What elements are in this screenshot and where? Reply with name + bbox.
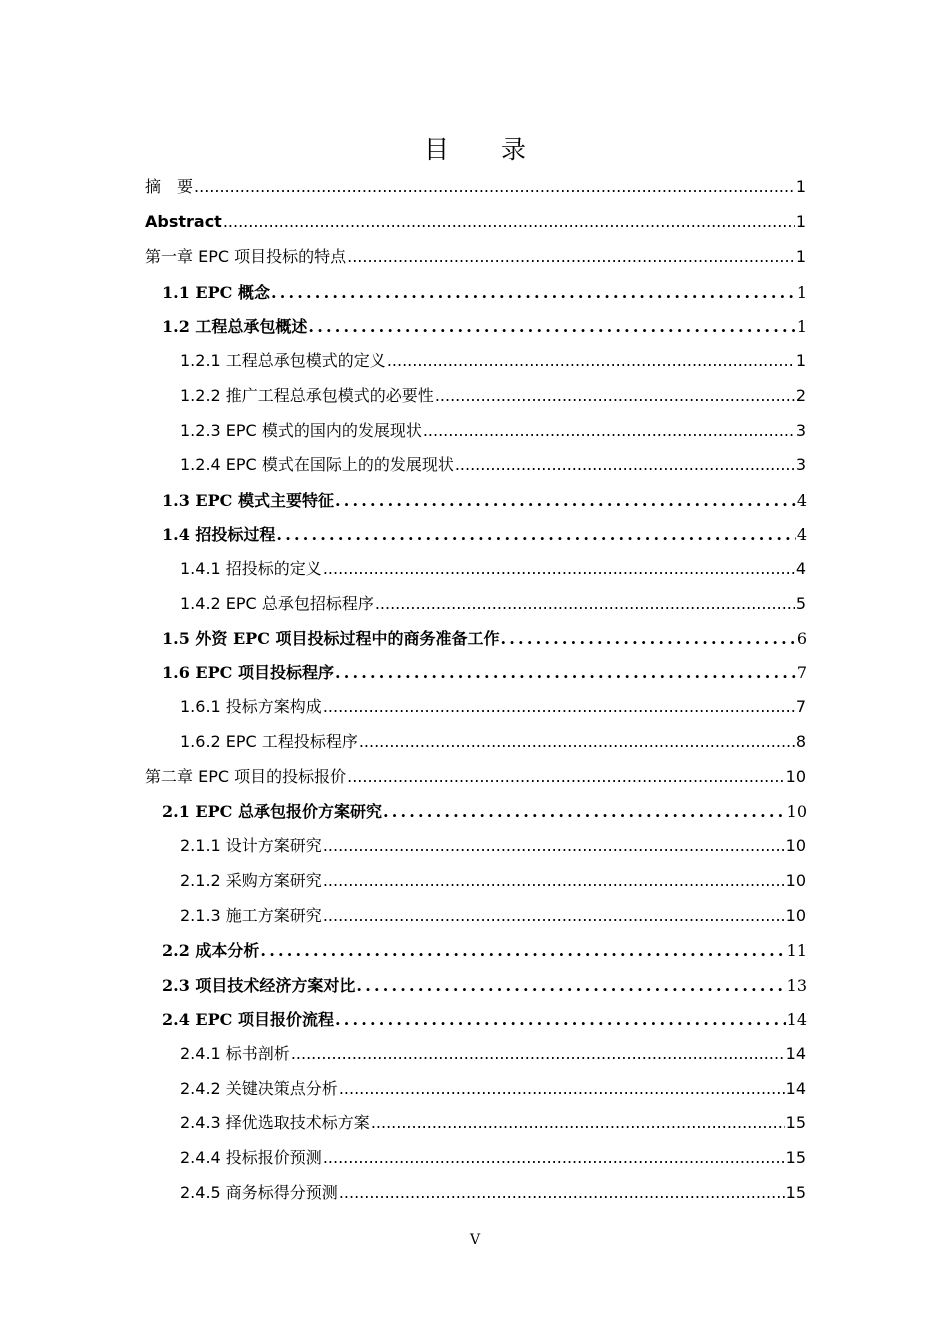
- toc-label: 1.5 外资 EPC 项目投标过程中的商务准备工作: [162, 629, 500, 648]
- toc-leader: [335, 661, 796, 685]
- toc-label: 摘 要: [145, 177, 194, 196]
- toc-entry-section-2-2[interactable]: [162, 939, 807, 963]
- toc-label: 2.4 EPC 项目报价流程: [162, 1010, 334, 1029]
- toc-page-number: 15: [785, 1183, 806, 1202]
- toc-leader: [356, 974, 785, 998]
- toc-label: 2.2 成本分析: [162, 941, 260, 960]
- toc-leader: [260, 939, 785, 963]
- toc-page-number: 5: [795, 594, 806, 613]
- toc-page-number: 14: [785, 1044, 806, 1063]
- toc-page-number: 8: [795, 732, 806, 751]
- toc-leader: [335, 1008, 786, 1032]
- toc-leader: [387, 349, 795, 373]
- toc-leader: [323, 557, 795, 581]
- toc-page-number: 10: [786, 802, 807, 821]
- toc-leader: [335, 489, 796, 513]
- toc-label: 2.1.2 采购方案研究: [180, 871, 322, 890]
- toc-label: 1.4.2 EPC 总承包招标程序: [180, 594, 374, 613]
- toc-label: 2.4.3 择优选取技术标方案: [180, 1113, 370, 1132]
- toc-entry-2-4-5[interactable]: [180, 1181, 806, 1205]
- toc-page-number: 1: [796, 283, 807, 302]
- toc-leader: [359, 730, 795, 754]
- toc-page-number: 7: [795, 697, 806, 716]
- toc-label: 1.4 招投标过程: [162, 525, 276, 544]
- toc-label: 2.1 EPC 总承包报价方案研究: [162, 802, 382, 821]
- toc-label: 2.4.4 投标报价预测: [180, 1148, 322, 1167]
- toc-label: 1.6.1 投标方案构成: [180, 697, 322, 716]
- toc-leader: [194, 175, 795, 199]
- toc-page-number: 3: [795, 421, 806, 440]
- toc-label: 2.1.3 施工方案研究: [180, 906, 322, 925]
- toc-page-number: 7: [796, 663, 807, 682]
- toc-entry-section-1-5[interactable]: [162, 627, 807, 651]
- toc-page-number: 14: [785, 1079, 806, 1098]
- toc-entry-section-1-4[interactable]: [162, 523, 807, 547]
- toc-entry-1-2-3[interactable]: [180, 419, 806, 443]
- toc-page-number: 10: [785, 871, 806, 890]
- toc-page-number: 4: [796, 525, 807, 544]
- toc-entry-1-6-2[interactable]: [180, 730, 806, 754]
- toc-page-number: 10: [785, 836, 806, 855]
- toc-leader: [276, 523, 795, 547]
- toc-page-number: 14: [786, 1010, 807, 1029]
- toc-label: 1.2.3 EPC 模式的国内的发展现状: [180, 421, 422, 440]
- toc-leader: [347, 245, 795, 269]
- toc-leader: [371, 1111, 785, 1135]
- footer-page-number: V: [469, 1232, 481, 1248]
- toc-entry-1-2-2[interactable]: [180, 384, 806, 408]
- toc-page-number: 1: [795, 247, 806, 266]
- toc-entry-chapter-1[interactable]: [145, 245, 806, 269]
- toc-label: 2.4.1 标书剖析: [180, 1044, 290, 1063]
- toc-label: 1.1 EPC 概念: [162, 283, 270, 302]
- toc-page-number: 10: [785, 767, 806, 786]
- toc-entry-1-2-1[interactable]: [180, 349, 806, 373]
- toc-leader: [347, 765, 785, 789]
- toc-page-number: 4: [795, 559, 806, 578]
- toc-leader: [223, 210, 795, 234]
- toc-page-number: 4: [796, 491, 807, 510]
- toc-entry-section-1-2[interactable]: [162, 315, 807, 339]
- toc-entry-1-4-1[interactable]: [180, 557, 806, 581]
- toc-entry-2-4-2[interactable]: [180, 1077, 806, 1101]
- toc-entry-section-2-4[interactable]: [162, 1008, 807, 1032]
- toc-entry-2-1-2[interactable]: [180, 869, 806, 893]
- toc-leader: [423, 419, 795, 443]
- toc-label: 2.4.2 关键决策点分析: [180, 1079, 338, 1098]
- toc-leader: [323, 869, 785, 893]
- toc-leader: [435, 384, 795, 408]
- toc-label: 1.2.2 推广工程总承包模式的必要性: [180, 386, 434, 405]
- toc-entry-section-1-1[interactable]: [162, 281, 807, 305]
- toc-leader: [323, 1146, 785, 1170]
- toc-leader: [375, 592, 795, 616]
- toc-leader: [323, 834, 785, 858]
- toc-entry-1-2-4[interactable]: [180, 453, 806, 477]
- toc-page-number: 15: [785, 1113, 806, 1132]
- toc-label: 1.6.2 EPC 工程投标程序: [180, 732, 358, 751]
- toc-leader: [323, 904, 785, 928]
- toc-page-number: 1: [795, 212, 806, 231]
- toc-label: 1.4.1 招投标的定义: [180, 559, 322, 578]
- toc-entry-section-1-6[interactable]: [162, 661, 807, 685]
- toc-entry-section-2-1[interactable]: [162, 800, 807, 824]
- toc-entry-2-4-4[interactable]: [180, 1146, 806, 1170]
- toc-label: 1.2.4 EPC 模式在国际上的的发展现状: [180, 455, 454, 474]
- toc-label: 1.2 工程总承包概述: [162, 317, 308, 336]
- toc-page-number: 1: [795, 351, 806, 370]
- toc-page-number: 13: [786, 976, 807, 995]
- toc-label: 1.6 EPC 项目投标程序: [162, 663, 334, 682]
- toc-leader: [383, 800, 786, 824]
- toc-page-number: 1: [795, 177, 806, 196]
- toc-entry-2-4-3[interactable]: [180, 1111, 806, 1135]
- toc-page-number: 11: [786, 941, 807, 960]
- toc-leader: [339, 1181, 785, 1205]
- toc-entry-chapter-2[interactable]: [145, 765, 806, 789]
- toc-entry-2-4-1[interactable]: [180, 1042, 806, 1066]
- toc-label: 1.2.1 工程总承包模式的定义: [180, 351, 386, 370]
- toc-leader: [455, 453, 795, 477]
- toc-leader: [501, 627, 796, 651]
- toc-entry-2-1-3[interactable]: [180, 904, 806, 928]
- toc-page-number: 1: [796, 317, 807, 336]
- toc-label: 2.1.1 设计方案研究: [180, 836, 322, 855]
- toc-entry-abstract-cn[interactable]: [145, 175, 806, 199]
- toc-entry-1-4-2[interactable]: [180, 592, 806, 616]
- toc-leader: [291, 1042, 785, 1066]
- toc-leader: [323, 695, 795, 719]
- toc-page-number: 10: [785, 906, 806, 925]
- toc-leader: [308, 315, 795, 339]
- toc-page-number: 6: [796, 629, 807, 648]
- toc-page-number: 15: [785, 1148, 806, 1167]
- toc-label: Abstract: [145, 212, 222, 231]
- toc-entry-1-6-1[interactable]: [180, 695, 806, 719]
- toc-label: 2.3 项目技术经济方案对比: [162, 976, 356, 995]
- toc-page-number: 3: [795, 455, 806, 474]
- toc-label: 第一章 EPC 项目投标的特点: [145, 247, 347, 266]
- toc-label: 1.3 EPC 模式主要特征: [162, 491, 334, 510]
- toc-entry-section-1-3[interactable]: [162, 489, 807, 513]
- toc-leader: [339, 1077, 785, 1101]
- toc-label: 2.4.5 商务标得分预测: [180, 1183, 338, 1202]
- toc-label: 第二章 EPC 项目的投标报价: [145, 767, 347, 786]
- toc-entry-abstract-en[interactable]: [145, 210, 806, 234]
- toc-leader: [271, 281, 796, 305]
- toc-page-number: 2: [795, 386, 806, 405]
- toc-entry-2-1-1[interactable]: [180, 834, 806, 858]
- page-title: 目 录: [424, 135, 548, 164]
- toc-entry-section-2-3[interactable]: [162, 974, 807, 998]
